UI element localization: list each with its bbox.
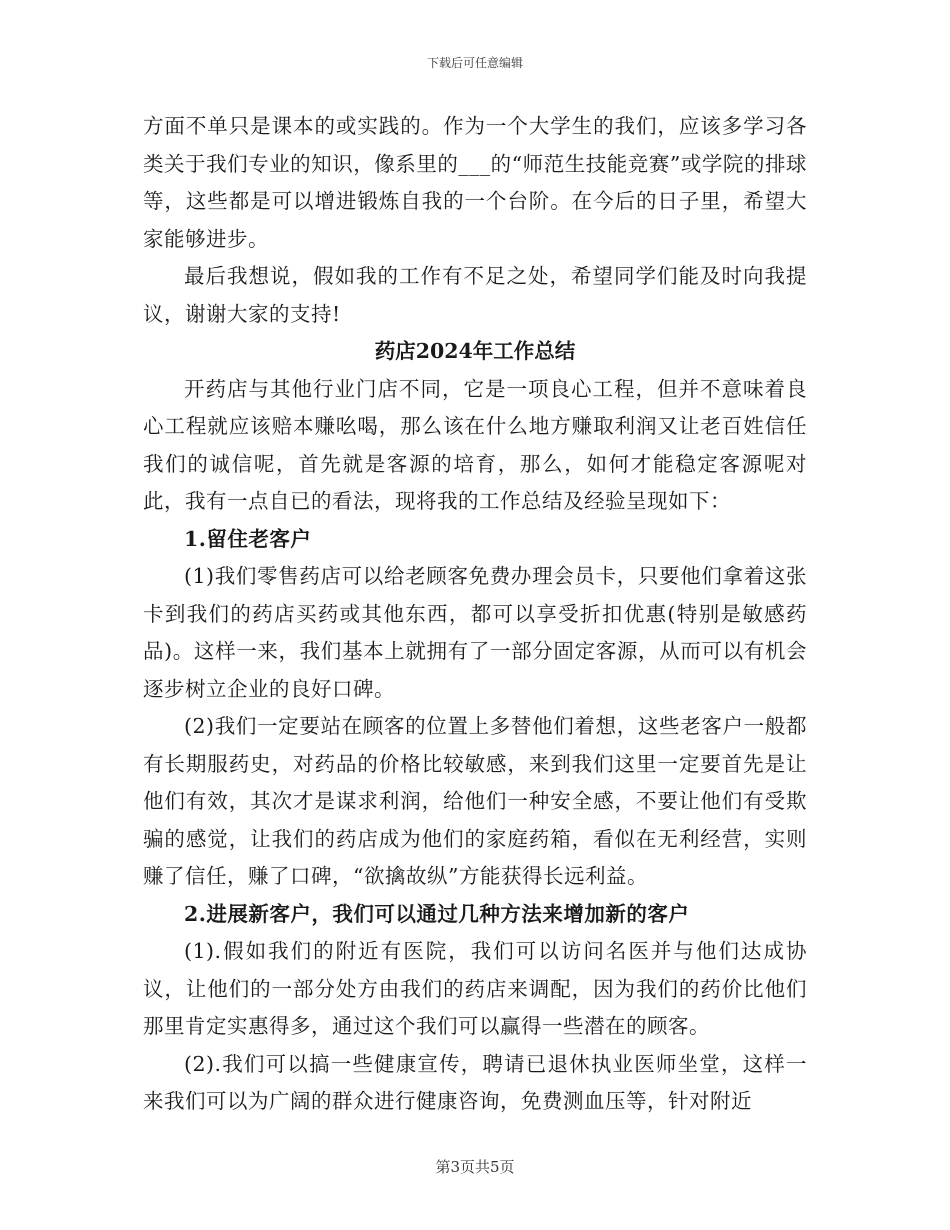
paragraph: (1).假如我们的附近有医院，我们可以访问名医并与他们达成协议，让他们的一部分处方由我们的药店来调配，因为我们的药价比他们那里肯定实惠得多，通过这个我们可以赢得一些潜在的顾客。: [143, 939, 807, 1038]
page-number: 第3页共5页: [435, 1158, 515, 1176]
paragraph: 方面不单只是课本的或实践的。作为一个大学生的我们，应该多学习各类关于我们专业的知识，像系里的___的“师范生技能竞赛”或学院的排球等，这些都是可以增进锻炼自我的一个台阶。在今后的日子里，希望大家能够进步。: [143, 114, 807, 251]
paragraph: 最后我想说，假如我的工作有不足之处，希望同学们能及时向我提议，谢谢大家的支持!: [143, 264, 807, 326]
subheading: 2.进展新客户，我们可以通过几种方法来增加新的客户: [184, 901, 690, 926]
subheading: 1.留住老客户: [184, 526, 312, 551]
page-header-note: 下载后可任意编辑: [426, 56, 523, 70]
paragraph: 开药店与其他行业门店不同，它是一项良心工程，但并不意味着良心工程就应该赔本赚吆喝，那么该在什么地方赚取利润又让老百姓信任我们的诚信呢，首先就是客源的培育，那么，如何才能稳定客源呢对此，我有一点自已的看法，现将我的工作总结及经验呈现如下：: [143, 376, 807, 513]
paragraph: (2).我们可以搞一些健康宣传，聘请已退休执业医师坐堂，这样一来我们可以为广阔的群众进行健康咨询，免费测血压等，针对附近: [143, 1051, 807, 1113]
section-title: 药店2024年工作总结: [374, 339, 576, 363]
paragraph: (1)我们零售药店可以给老顾客免费办理会员卡，只要他们拿着这张卡到我们的药店买药或其他东西，都可以享受折扣优惠(特别是敏感药品)。这样一来，我们基本上就拥有了一部分固定客源，从而可以有机会逐步树立企业的良好口碑。: [143, 564, 807, 701]
paragraph: (2)我们一定要站在顾客的位置上多替他们着想，这些老客户一般都有长期服药史，对药品的价格比较敏感，来到我们这里一定要首先是让他们有效，其次才是谋求利润，给他们一种安全感，不要让他们有受欺骗的感觉，让我们的药店成为他们的家庭药箱，看似在无利经营，实则赚了信任，赚了口碑，“欲擒故纵”方能获得长远利益。: [143, 714, 807, 888]
document-body: [143, 108, 807, 1121]
